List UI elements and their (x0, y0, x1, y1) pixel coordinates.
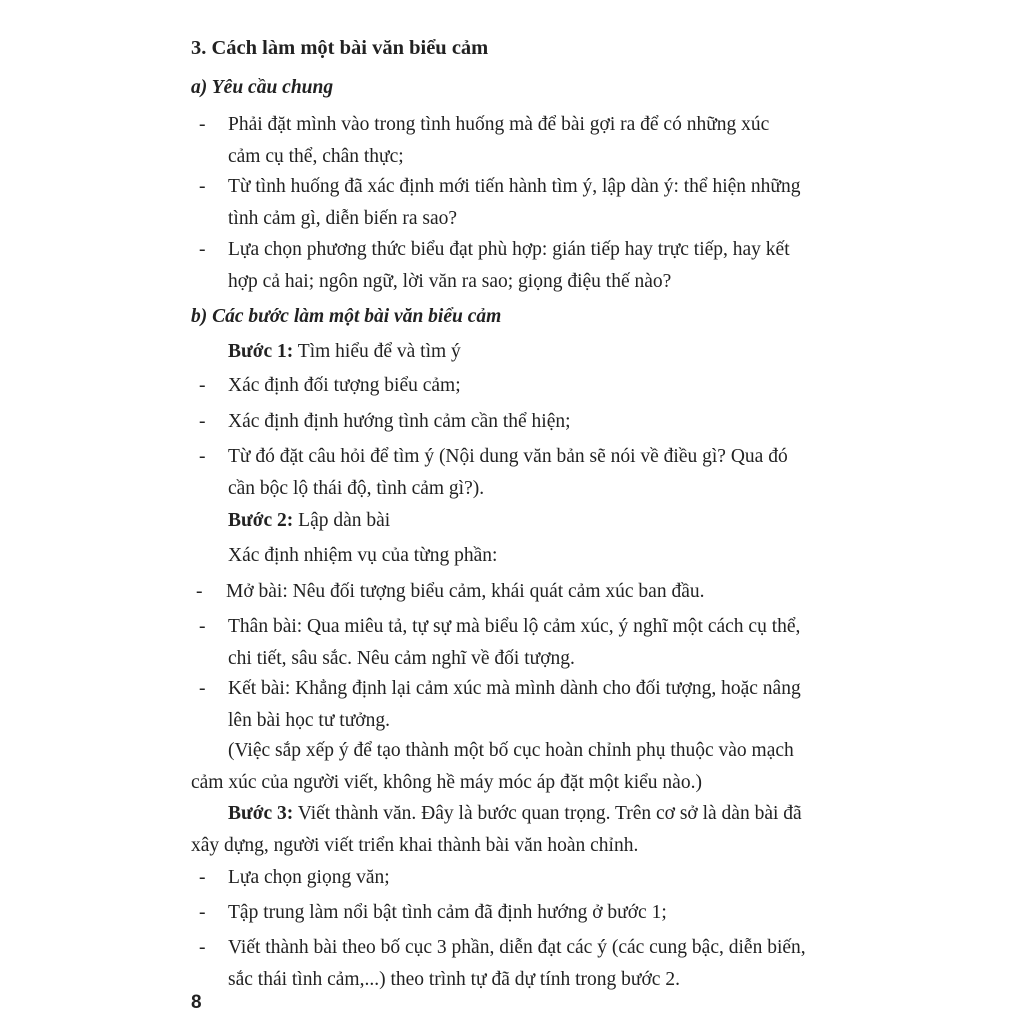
text-line: Từ tình huống đã xác định mới tiến hành tìm ý, lập dàn ý: thể hiện những (228, 176, 801, 197)
step-2-note (191, 736, 831, 800)
list-item-text (228, 371, 839, 403)
text-line: (Việc sắp xếp ý để tạo thành một bố cục hoàn chỉnh phụ thuộc vào mạch (228, 740, 794, 761)
bullet-dash: - (199, 411, 206, 432)
text-line: xây dựng, người viết triển khai thành bài văn hoàn chỉnh. (191, 835, 639, 856)
list-item-text (228, 172, 839, 236)
text-line: cảm xúc của người viết, không hề máy móc áp đặt một kiểu nào.) (191, 772, 702, 793)
part-a-title: a) Yêu cầu chung (191, 77, 334, 98)
step-2-intro: Xác định nhiệm vụ của từng phần: (228, 545, 498, 566)
text-line: sắc thái tình cảm,...) theo trình tự đã dự tính trong bước 2. (228, 969, 680, 990)
text-line: Kết bài: Khẳng định lại cảm xúc mà mình dành cho đối tượng, hoặc nâng (228, 678, 801, 699)
text-line: cảm cụ thể, chân thực; (228, 146, 404, 167)
step-3-paragraph (191, 799, 831, 863)
list-item-text (228, 612, 839, 676)
step-3-text: Viết thành văn. Đây là bước quan trọng. Trên cơ sở là dàn bài đã (293, 803, 802, 824)
text-line: tình cảm gì, diễn biến ra sao? (228, 208, 458, 229)
bullet-dash: - (199, 867, 206, 888)
step-3-label: Bước 3: (228, 803, 294, 824)
list-item-text (228, 407, 839, 439)
list-item-text (228, 442, 839, 506)
bullet-dash: - (199, 375, 206, 396)
text-line: lên bài học tư tưởng. (228, 710, 390, 731)
step-2-text: Lập dàn bài (293, 510, 391, 531)
text-line: Phải đặt mình vào trong tình huống mà để bài gợi ra để có những xúc (228, 114, 770, 135)
text-line: Viết thành bài theo bố cục 3 phần, diễn đạt các ý (các cung bậc, diễn biến, (228, 937, 806, 958)
text-line: Tập trung làm nổi bật tình cảm đã định hướng ở bước 1; (228, 902, 667, 923)
bullet-dash: - (199, 678, 206, 699)
text-line: Xác định định hướng tình cảm cần thể hiện; (228, 411, 571, 432)
list-item-text (228, 110, 839, 174)
text-line: Mở bài: Nêu đối tượng biểu cảm, khái quát cảm xúc ban đầu. (226, 581, 705, 602)
bullet-dash: - (199, 114, 206, 135)
text-line: Lựa chọn phương thức biểu đạt phù hợp: gián tiếp hay trực tiếp, hay kết (228, 239, 790, 260)
bullet-dash: - (199, 446, 206, 467)
bullet-dash: - (199, 937, 206, 958)
text-line: cần bộc lộ thái độ, tình cảm gì?). (228, 478, 485, 499)
bullet-dash: - (196, 581, 203, 602)
step-1-heading (228, 337, 461, 367)
part-b-title: b) Các bước làm một bài văn biểu cảm (191, 306, 502, 327)
step-2-heading (228, 506, 390, 536)
bullet-dash: - (199, 176, 206, 197)
bullet-dash: - (199, 239, 206, 260)
text-line (191, 799, 831, 831)
step-2-label: Bước 2: (228, 510, 294, 531)
text-line: Lựa chọn giọng văn; (228, 867, 390, 888)
text-line: Từ đó đặt câu hỏi để tìm ý (Nội dung văn bản sẽ nói về điều gì? Qua đó (228, 446, 788, 467)
list-item-text (228, 235, 839, 299)
list-item-text (228, 863, 839, 895)
text-line: Thân bài: Qua miêu tả, tự sự mà biểu lộ cảm xúc, ý nghĩ một cách cụ thể, (228, 616, 801, 637)
text-line: Xác định đối tượng biểu cảm; (228, 375, 461, 396)
page-number: 8 (191, 992, 202, 1013)
step-1-label: Bước 1: (228, 341, 294, 362)
section-title: 3. Cách làm một bài văn biểu cảm (191, 37, 489, 59)
list-item-text (228, 898, 839, 930)
bullet-dash: - (199, 616, 206, 637)
step-1-text: Tìm hiểu để và tìm ý (293, 341, 461, 362)
text-line: hợp cả hai; ngôn ngữ, lời văn ra sao; giọng điệu thế nào? (228, 271, 672, 292)
list-item-text (226, 577, 837, 609)
bullet-dash: - (199, 902, 206, 923)
text-line: chi tiết, sâu sắc. Nêu cảm nghĩ về đối tượng. (228, 648, 575, 669)
list-item-text (228, 674, 839, 738)
list-item-text (228, 933, 839, 997)
